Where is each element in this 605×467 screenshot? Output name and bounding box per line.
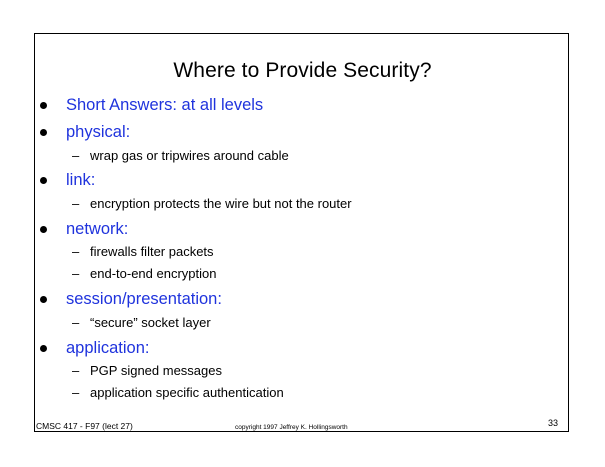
bullet-dot-icon [40,102,47,109]
dash-icon: – [72,196,80,211]
bullet-text: Short Answers: at all levels [66,96,264,114]
bullet-dot-icon [40,177,47,184]
sub-bullet-text: firewalls filter packets [90,244,214,259]
dash-icon: – [72,363,80,378]
sub-bullet-text: end-to-end encryption [90,266,217,281]
sub-bullet-text: encryption protects the wire but not the router [90,196,352,211]
footer-divider [36,431,156,432]
bullet-dot-icon [40,129,47,136]
sub-bullet-text: PGP signed messages [90,363,222,378]
bullet-text: session/presentation: [66,290,222,308]
dash-icon: – [72,148,80,163]
bullet-text: physical: [66,123,131,141]
dash-icon: – [72,315,80,330]
sub-bullet-text: wrap gas or tripwires around cable [90,148,289,163]
bullet-text: network: [66,220,129,238]
course-label: CMSC 417 - F97 (lect 27) [36,421,133,431]
bullet-dot-icon [40,345,47,352]
sub-bullet-text: application specific authentication [90,385,284,400]
slide-title: Where to Provide Security? [173,59,432,82]
sub-bullet-text: “secure” socket layer [90,315,211,330]
bullet-text: application: [66,339,150,357]
bullet-text: link: [66,171,96,189]
bullet-dot-icon [40,296,47,303]
copyright-label: copyright 1997 Jeffrey K. Hollingsworth [235,424,348,431]
page-number: 33 [548,418,559,428]
bullet-dot-icon [40,226,47,233]
dash-icon: – [72,266,80,281]
dash-icon: – [72,244,80,259]
dash-icon: – [72,385,80,400]
